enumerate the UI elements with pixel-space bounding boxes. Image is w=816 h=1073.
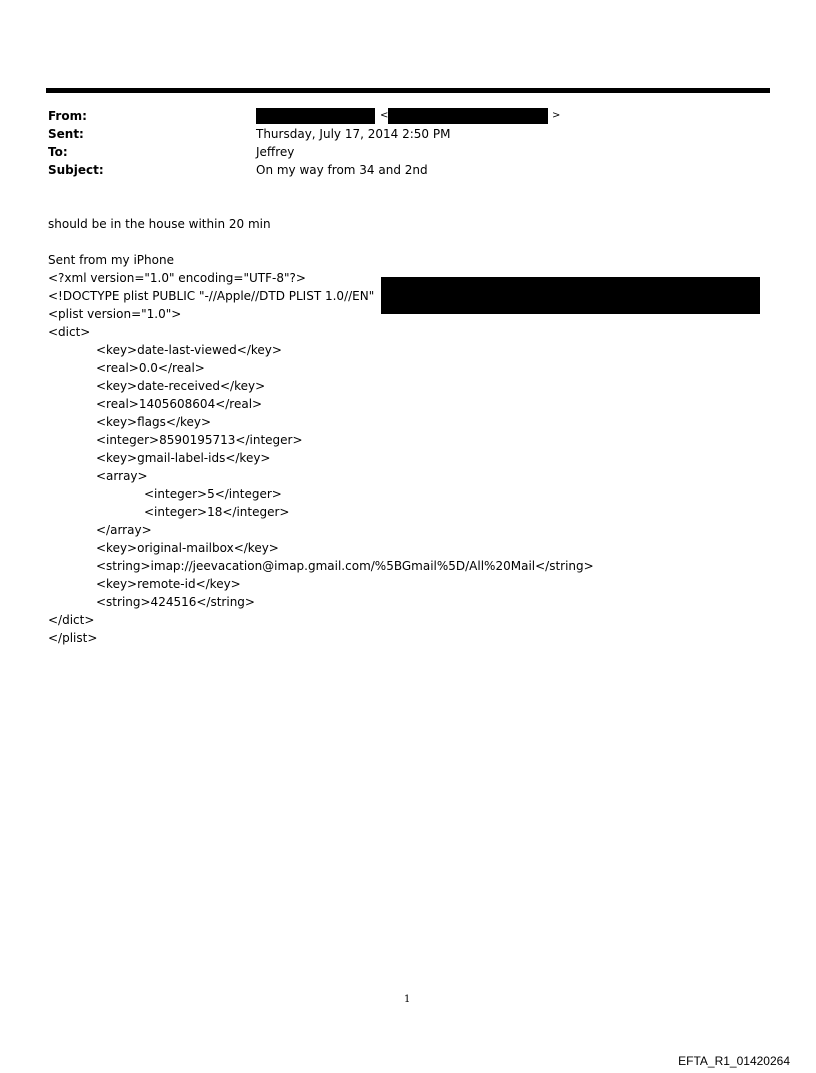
plist-line: <real>0.0</real> [96,361,205,375]
from-close-bracket: > [552,110,561,121]
redacted-sender-name [256,108,375,124]
plist-line: <key>date-last-viewed</key> [96,343,282,357]
document-id: EFTA_R1_01420264 [678,1054,790,1068]
plist-line: <key>remote-id</key> [96,577,241,591]
plist-line: <plist version="1.0"> [48,307,182,321]
redacted-sender-email [388,108,548,124]
signature-text: Sent from my iPhone [48,253,174,267]
plist-line: </plist> [48,631,98,645]
plist-line: <integer>8590195713</integer> [96,433,303,447]
plist-line: <key>date-received</key> [96,379,266,393]
plist-line: <key>gmail-label-ids</key> [96,451,271,465]
plist-line: <key>original-mailbox</key> [96,541,279,555]
sent-value: Thursday, July 17, 2014 2:50 PM [256,127,451,141]
plist-line: <dict> [48,325,91,339]
subject-label: Subject: [48,163,104,177]
plist-line: <array> [96,469,148,483]
to-label: To: [48,145,68,159]
subject-value: On my way from 34 and 2nd [256,163,428,177]
plist-line: <string>424516</string> [96,595,255,609]
plist-line: <integer>18</integer> [144,505,290,519]
plist-line: <?xml version="1.0" encoding="UTF-8"?> [48,271,306,285]
plist-line: <integer>5</integer> [144,487,282,501]
plist-line: </array> [96,523,152,537]
message-text: should be in the house within 20 min [48,217,271,231]
to-value: Jeffrey [256,145,295,159]
from-label: From: [48,109,87,123]
plist-line: <!DOCTYPE plist PUBLIC "-//Apple//DTD PLIST 1.0//EN" [48,289,375,303]
plist-line: <real>1405608604</real> [96,397,263,411]
plist-line: <key>flags</key> [96,415,212,429]
page-number: 1 [404,994,411,1005]
redacted-doctype-url [381,277,760,314]
plist-line: </dict> [48,613,95,627]
header-rule [46,88,770,93]
from-open-bracket: < [380,110,389,121]
sent-label: Sent: [48,127,84,141]
plist-line: <string>imap://jeevacation@imap.gmail.com/%5BGmail%5D/All%20Mail</string> [96,559,594,573]
